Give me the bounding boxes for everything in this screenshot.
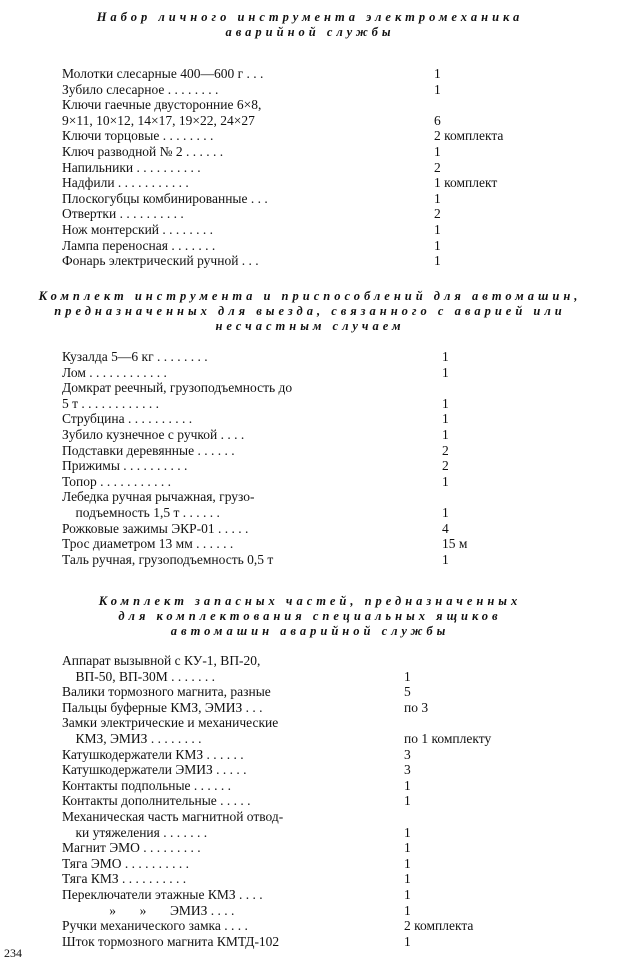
list-item bbox=[62, 747, 532, 763]
section3-title-line2: для комплектования специальных ящиков bbox=[118, 609, 502, 623]
list-item bbox=[62, 903, 532, 919]
item-name: Катушкодержатели ЭМИЗ . . . . . bbox=[62, 762, 247, 778]
list-item bbox=[62, 887, 532, 903]
item-quantity: 2 bbox=[442, 442, 449, 458]
item-quantity: 2 bbox=[434, 206, 441, 222]
list-item bbox=[62, 253, 532, 269]
item-name: КМЗ, ЭМИЗ . . . . . . . . bbox=[62, 730, 202, 746]
item-name: Струбцина . . . . . . . . . . bbox=[62, 411, 193, 427]
list-item bbox=[62, 66, 532, 82]
section1-title-line1: Набор личного инструмента электромеханика bbox=[96, 10, 524, 24]
item-name: Тяга ЭМО . . . . . . . . . . bbox=[62, 855, 190, 871]
list-item bbox=[62, 144, 532, 160]
item-quantity: 15 м bbox=[442, 536, 468, 552]
item-name: Отвертки . . . . . . . . . . bbox=[62, 206, 184, 222]
list-item bbox=[62, 918, 532, 934]
item-name: Надфили . . . . . . . . . . . bbox=[62, 175, 189, 191]
list-item bbox=[62, 715, 532, 731]
item-quantity: 1 bbox=[434, 253, 441, 269]
list-item bbox=[62, 206, 532, 222]
list-item bbox=[62, 396, 532, 412]
item-quantity: 6 bbox=[434, 112, 441, 128]
list-item bbox=[62, 809, 532, 825]
list-item bbox=[62, 700, 532, 716]
list-item bbox=[62, 934, 532, 950]
list-item bbox=[62, 443, 532, 459]
list-item bbox=[62, 458, 532, 474]
item-name: Лом . . . . . . . . . . . . bbox=[62, 364, 167, 380]
item-quantity: 5 bbox=[404, 684, 411, 700]
item-name: Таль ручная, грузоподъемность 0,5 т bbox=[62, 551, 274, 567]
item-name: Подставки деревянные . . . . . . bbox=[62, 442, 235, 458]
item-quantity: 1 bbox=[434, 237, 441, 253]
item-quantity: по 3 bbox=[404, 699, 429, 715]
item-name: Переключатели этажные КМЗ . . . . bbox=[62, 886, 263, 902]
list-item bbox=[62, 128, 532, 144]
item-quantity: 1 bbox=[442, 426, 449, 442]
item-quantity: 1 bbox=[404, 840, 411, 856]
item-name: Прижимы . . . . . . . . . . bbox=[62, 458, 188, 474]
item-name: Аппарат вызывной с КУ-1, ВП-20, bbox=[62, 653, 261, 668]
list-item bbox=[62, 762, 532, 778]
item-quantity: 1 комплект bbox=[434, 175, 498, 191]
item-name: подъемность 1,5 т . . . . . . bbox=[62, 504, 220, 520]
section3-title-line1: Комплект запасных частей, предназначенных bbox=[98, 594, 522, 608]
list-item bbox=[62, 365, 532, 381]
item-name: Кузалда 5—6 кг . . . . . . . . bbox=[62, 349, 208, 364]
list-item bbox=[62, 82, 532, 98]
list-item bbox=[62, 840, 532, 856]
list-item bbox=[62, 489, 532, 505]
list-item bbox=[62, 552, 532, 568]
item-quantity: по 1 комплекту bbox=[404, 730, 492, 746]
item-quantity: 1 bbox=[442, 349, 449, 364]
item-name: Ручки механического замка . . . . bbox=[62, 918, 248, 934]
item-name: Топор . . . . . . . . . . . bbox=[62, 473, 171, 489]
item-quantity: 1 bbox=[434, 221, 441, 237]
section2-title-line1: Комплект инструмента и приспособлений для автомашин, bbox=[38, 289, 582, 303]
item-name: Механическая часть магнитной отвод- bbox=[62, 808, 284, 824]
item-name: Лампа переносная . . . . . . . bbox=[62, 237, 216, 253]
item-name: Плоскогубцы комбинированные . . . bbox=[62, 190, 268, 206]
list-item bbox=[62, 160, 532, 176]
list-item bbox=[62, 778, 532, 794]
list-item bbox=[62, 222, 532, 238]
item-name: ки утяжеления . . . . . . . bbox=[62, 824, 208, 840]
item-quantity: 2 комплекта bbox=[434, 128, 504, 144]
item-quantity: 1 bbox=[404, 871, 411, 887]
item-quantity: 1 bbox=[404, 933, 411, 949]
item-quantity: 1 bbox=[404, 824, 411, 840]
list-item bbox=[62, 669, 532, 685]
item-name: Фонарь электрический ручной . . . bbox=[62, 253, 259, 269]
section3-list bbox=[62, 653, 532, 949]
item-quantity: 1 bbox=[404, 793, 411, 809]
item-quantity: 2 комплекта bbox=[404, 918, 474, 934]
list-item bbox=[62, 653, 532, 669]
item-quantity: 1 bbox=[434, 143, 441, 159]
item-name: Замки электрические и механические bbox=[62, 715, 279, 731]
item-quantity: 1 bbox=[404, 668, 411, 684]
item-name: Молотки слесарные 400—600 г . . . bbox=[62, 66, 264, 81]
list-item bbox=[62, 238, 532, 254]
item-quantity: 1 bbox=[434, 66, 441, 81]
list-item bbox=[62, 349, 532, 365]
item-quantity: 1 bbox=[404, 886, 411, 902]
section3-title bbox=[10, 594, 610, 639]
item-quantity: 1 bbox=[442, 411, 449, 427]
item-name: Шток тормозного магнита КМТД-102 bbox=[62, 933, 280, 949]
item-quantity: 2 bbox=[442, 458, 449, 474]
item-name: Валики тормозного магнита, разные bbox=[62, 684, 271, 700]
list-item bbox=[62, 793, 532, 809]
item-name: Домкрат реечный, грузоподъемность до bbox=[62, 380, 293, 396]
item-name: 5 т . . . . . . . . . . . . bbox=[62, 395, 160, 411]
section3-title-line3: автомашин аварийной службы bbox=[170, 624, 450, 638]
list-item bbox=[62, 427, 532, 443]
list-item bbox=[62, 856, 532, 872]
list-item bbox=[62, 113, 532, 129]
list-item bbox=[62, 521, 532, 537]
list-item bbox=[62, 505, 532, 521]
list-item bbox=[62, 175, 532, 191]
list-item bbox=[62, 536, 532, 552]
item-name: Лебедка ручная рычажная, грузо- bbox=[62, 489, 255, 505]
item-quantity: 3 bbox=[404, 746, 411, 762]
list-item bbox=[62, 684, 532, 700]
item-quantity: 4 bbox=[442, 520, 449, 536]
section2-title bbox=[10, 289, 610, 334]
section2-title-line2: предназначенных для выезда, связанного с аварией или bbox=[54, 304, 566, 318]
item-quantity: 1 bbox=[442, 364, 449, 380]
item-quantity: 1 bbox=[442, 395, 449, 411]
section1-title-line2: аварийной службы bbox=[225, 25, 395, 39]
item-name: Катушкодержатели КМЗ . . . . . . bbox=[62, 746, 244, 762]
item-name: Контакты дополнительные . . . . . bbox=[62, 793, 251, 809]
list-item bbox=[62, 191, 532, 207]
item-name: » » ЭМИЗ . . . . bbox=[62, 902, 235, 918]
list-item bbox=[62, 871, 532, 887]
item-name: Напильники . . . . . . . . . . bbox=[62, 159, 201, 175]
item-quantity: 1 bbox=[442, 504, 449, 520]
section1-title bbox=[10, 10, 610, 40]
item-quantity: 1 bbox=[404, 777, 411, 793]
item-name: Ключи гаечные двусторонние 6×8, bbox=[62, 97, 262, 113]
item-quantity: 1 bbox=[434, 190, 441, 206]
item-name: Магнит ЭМО . . . . . . . . . bbox=[62, 840, 201, 856]
item-name: Тяга КМЗ . . . . . . . . . . bbox=[62, 871, 187, 887]
item-name: Нож монтерский . . . . . . . . bbox=[62, 221, 214, 237]
item-name: ВП-50, ВП-30М . . . . . . . bbox=[62, 668, 216, 684]
item-quantity: 1 bbox=[442, 473, 449, 489]
page-number: 234 bbox=[4, 946, 22, 960]
list-item bbox=[62, 731, 532, 747]
item-name: Рожковые зажимы ЭКР-01 . . . . . bbox=[62, 520, 249, 536]
item-name: Ключи торцовые . . . . . . . . bbox=[62, 128, 214, 144]
item-quantity: 2 bbox=[434, 159, 441, 175]
list-item bbox=[62, 380, 532, 396]
item-quantity: 3 bbox=[404, 762, 411, 778]
list-item bbox=[62, 97, 532, 113]
item-quantity: 1 bbox=[404, 855, 411, 871]
item-name: Ключ разводной № 2 . . . . . . bbox=[62, 143, 224, 159]
list-item bbox=[62, 411, 532, 427]
item-name: 9×11, 10×12, 14×17, 19×22, 24×27 bbox=[62, 112, 255, 128]
item-name: Трос диаметром 13 мм . . . . . . bbox=[62, 536, 234, 552]
item-name: Зубило кузнечное с ручкой . . . . bbox=[62, 426, 245, 442]
section1-list bbox=[62, 66, 532, 269]
item-name: Пальцы буферные КМЗ, ЭМИЗ . . . bbox=[62, 699, 263, 715]
list-item bbox=[62, 474, 532, 490]
section2-title-line3: несчастным случаем bbox=[215, 319, 405, 333]
item-quantity: 1 bbox=[434, 81, 441, 97]
item-name: Зубило слесарное . . . . . . . . bbox=[62, 81, 219, 97]
item-quantity: 1 bbox=[442, 551, 449, 567]
item-name: Контакты подпольные . . . . . . bbox=[62, 777, 232, 793]
section2-list bbox=[62, 349, 532, 567]
item-quantity: 1 bbox=[404, 902, 411, 918]
list-item bbox=[62, 825, 532, 841]
